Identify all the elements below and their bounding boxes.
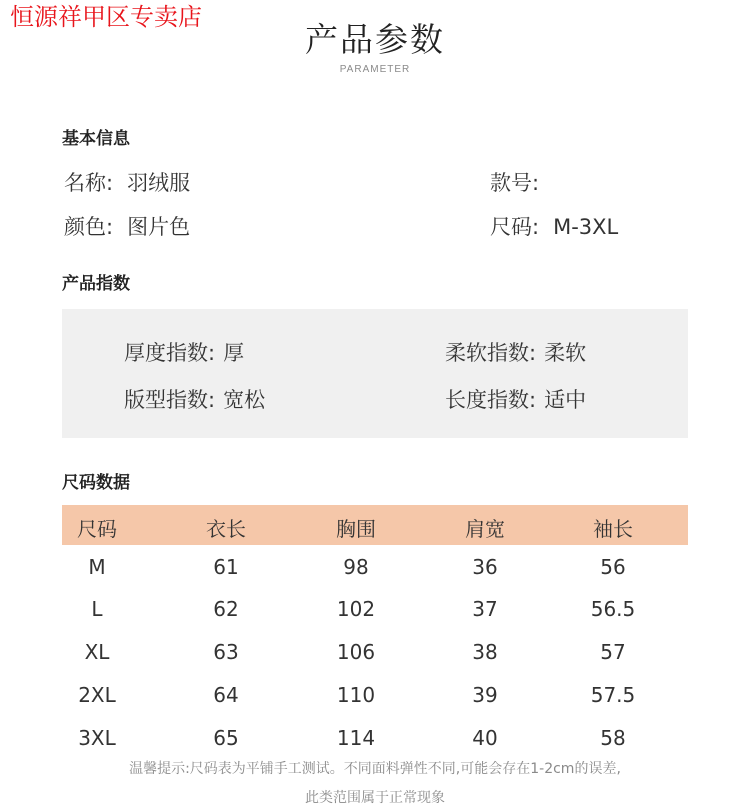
size-table-cell: 63 xyxy=(213,640,239,664)
info-size-label: 尺码: xyxy=(490,215,540,239)
size-table-cell: 114 xyxy=(336,726,376,750)
index-length-label: 长度指数: xyxy=(445,388,537,412)
size-data-heading: 尺码数据 xyxy=(62,473,130,493)
size-column-header: 衣长 xyxy=(206,517,246,541)
size-column-header: 尺码 xyxy=(77,517,117,541)
size-table-cell: 65 xyxy=(213,726,239,750)
product-index-heading: 产品指数 xyxy=(62,274,130,294)
basic-info-heading: 基本信息 xyxy=(62,129,130,149)
index-fit-value: 宽松 xyxy=(223,388,266,412)
size-table-cell: 37 xyxy=(472,597,498,621)
store-name: 恒源祥甲区专卖店 xyxy=(10,3,202,31)
size-table-cell: 56.5 xyxy=(590,597,636,621)
info-color-label: 颜色: xyxy=(64,215,114,239)
size-note-line2: 此类范围属于正常现象 xyxy=(305,790,445,806)
index-thickness-label: 厚度指数: xyxy=(124,341,216,365)
index-length xyxy=(445,384,586,414)
size-table-cell: 62 xyxy=(213,597,239,621)
size-table-cell: L xyxy=(91,597,103,621)
info-color xyxy=(64,211,190,241)
info-model xyxy=(490,167,553,197)
size-table-cell: XL xyxy=(84,640,110,664)
info-name-value: 羽绒服 xyxy=(127,171,191,195)
info-size xyxy=(490,211,618,241)
size-column-header: 袖长 xyxy=(593,517,633,541)
size-table-cell: M xyxy=(88,555,106,579)
index-fit-label: 版型指数: xyxy=(124,388,216,412)
page-subtitle: PARAMETER xyxy=(339,64,411,75)
size-table-cell: 58 xyxy=(600,726,626,750)
info-name xyxy=(64,167,190,197)
index-softness-value: 柔软 xyxy=(544,341,587,365)
size-table-cell: 3XL xyxy=(78,726,116,750)
size-column-header: 肩宽 xyxy=(465,517,505,541)
index-thickness xyxy=(124,337,244,367)
info-size-value: M-3XL xyxy=(553,215,619,239)
info-model-label: 款号: xyxy=(490,171,540,195)
size-table-cell: 38 xyxy=(472,640,498,664)
size-table-cell: 39 xyxy=(472,683,498,707)
page-title: 产品参数 xyxy=(305,20,445,59)
size-table-cell: 98 xyxy=(343,555,369,579)
size-table-cell: 2XL xyxy=(78,683,116,707)
product-index-panel xyxy=(62,309,688,438)
size-table-cell: 110 xyxy=(336,683,376,707)
size-table-cell: 57.5 xyxy=(590,683,636,707)
size-table-cell: 40 xyxy=(472,726,498,750)
index-softness xyxy=(445,337,586,367)
index-fit xyxy=(124,384,265,414)
size-table-cell: 106 xyxy=(336,640,376,664)
info-name-label: 名称: xyxy=(64,171,114,195)
size-table-cell: 36 xyxy=(472,555,498,579)
size-note-line1: 温馨提示:尺码表为平铺手工测试。不同面料弹性不同,可能会存在1-2cm的误差, xyxy=(129,761,621,777)
size-table-cell: 64 xyxy=(213,683,239,707)
index-thickness-value: 厚 xyxy=(223,341,245,365)
index-softness-label: 柔软指数: xyxy=(445,341,537,365)
size-table-cell: 102 xyxy=(336,597,376,621)
size-table-cell: 56 xyxy=(600,555,626,579)
index-length-value: 适中 xyxy=(544,388,587,412)
size-table-cell: 61 xyxy=(213,555,239,579)
size-column-header: 胸围 xyxy=(336,517,376,541)
size-table-cell: 57 xyxy=(600,640,626,664)
info-color-value: 图片色 xyxy=(127,215,191,239)
